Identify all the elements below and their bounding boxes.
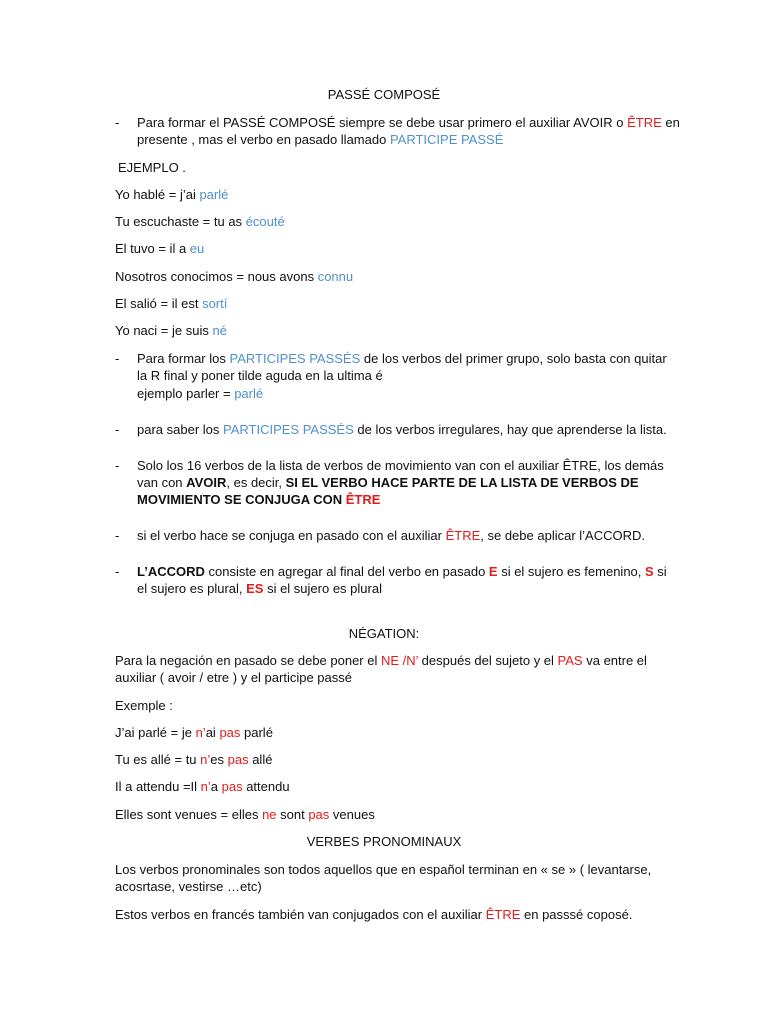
rule-text: consiste en agregar al final del verbo en pasado [204, 564, 489, 579]
accord-def-line-1 [137, 564, 667, 580]
first-group-line-2: la R final y poner tilde aguda en la ultima é [137, 368, 383, 383]
negation-example [115, 752, 272, 768]
rule-text: van con [137, 475, 187, 490]
negation-example [115, 779, 290, 795]
example-text: Yo hablé = j’ai [115, 187, 200, 202]
participle-highlight: né [212, 323, 227, 338]
rule-bold-text: MOVIMIENTO SE CONJUGA CON [137, 492, 346, 507]
example-text: venues [329, 807, 375, 822]
ne-highlight: n’ [200, 779, 211, 794]
example-line [115, 214, 285, 230]
pas-highlight: pas [227, 752, 249, 767]
example-line [115, 323, 227, 339]
ne-highlight: n’ [195, 725, 206, 740]
intro-text: presente , mas el verbo en pasado llamado [137, 132, 390, 147]
first-group-line-3 [137, 386, 263, 402]
exemple-label: Exemple : [115, 698, 173, 713]
rule-text: si el sujero es femenino, [497, 564, 645, 579]
etre-highlight: ÊTRE [485, 907, 521, 922]
example-text: El tuvo = il a [115, 241, 190, 256]
ending-e-highlight: E [488, 564, 498, 579]
pronominaux-line-2: acosrtase, vestirse …etc) [115, 879, 262, 894]
example-text: Nosotros conocimos = nous avons [115, 269, 318, 284]
accord-apply-rule [137, 528, 645, 544]
first-group-line-1 [137, 351, 667, 367]
rule-text: , es decir, [226, 475, 286, 490]
pas-highlight: PAS [557, 653, 583, 668]
negation-example [115, 725, 273, 741]
participle-highlight: écouté [245, 214, 285, 229]
rule-text: si el sujero es plural [263, 581, 382, 596]
participes-passes-highlight: PARTICIPES PASSÉS [229, 351, 361, 366]
etre-highlight: ÊTRE [445, 528, 481, 543]
pas-highlight: pas [221, 779, 243, 794]
intro-line-1 [137, 115, 680, 131]
bullet-marker: - [115, 422, 120, 437]
example-text: J’ai parlé = je [115, 725, 196, 740]
negation-text: va entre el [582, 653, 647, 668]
rule-text: el sujero es plural, [137, 581, 247, 596]
rule-text: de los verbos irregulares, hay que aprenderse la lista. [353, 422, 667, 437]
negation-intro-line-1 [115, 653, 647, 669]
example-line [115, 187, 228, 203]
pronominaux-text: Estos verbos en francés también van conjugados con el auxiliar [115, 907, 486, 922]
ending-es-highlight: ES [246, 581, 264, 596]
negation-title: NÉGATION: [348, 626, 420, 641]
intro-text: Para formar el PASSÉ COMPOSÉ siempre se debe usar primero el auxiliar AVOIR o [137, 115, 628, 130]
pronominaux-text: en passsé coposé. [520, 907, 633, 922]
example-text: attendu [242, 779, 290, 794]
example-text: allé [248, 752, 273, 767]
pronominaux-title: VERBES PRONOMINAUX [306, 834, 462, 849]
rule-text: para saber los [137, 422, 223, 437]
example-text: Tu es allé = tu [115, 752, 201, 767]
example-text: ai [205, 725, 220, 740]
rule-bold-text: SI EL VERBO HACE PARTE DE LA LISTA DE VERBOS DE [285, 475, 639, 490]
participle-highlight: connu [317, 269, 354, 284]
bullet-marker: - [115, 351, 120, 366]
example-text: parlé [240, 725, 273, 740]
pronominaux-line-3 [115, 907, 632, 923]
participe-passe-highlight: PARTICIPE PASSÉ [389, 132, 504, 147]
example-text: es [210, 752, 228, 767]
ne-highlight: NE /N’ [380, 653, 419, 668]
bullet-marker: - [115, 528, 120, 543]
example-line [115, 296, 227, 312]
movement-rule-line-3 [137, 492, 380, 508]
rule-text: , se debe aplicar l’ACCORD. [480, 528, 645, 543]
negation-example [115, 807, 375, 823]
irregular-rule [137, 422, 667, 438]
example-text: Il a attendu =Il [115, 779, 201, 794]
movement-rule-line-1: Solo los 16 verbos de la lista de verbos de movimiento van con el auxiliar ÊTRE, los demás [137, 458, 664, 473]
negation-text: Para la negación en pasado se debe poner el [115, 653, 381, 668]
accord-bold: L’ACCORD [137, 564, 205, 579]
participle-highlight: eu [189, 241, 205, 256]
avoir-bold: AVOIR [186, 475, 227, 490]
etre-highlight: ÊTRE [627, 115, 662, 130]
accord-def-line-2 [137, 581, 382, 597]
example-line [115, 269, 353, 285]
example-text: sont [276, 807, 309, 822]
ne-highlight: ne [262, 807, 277, 822]
pas-highlight: pas [308, 807, 330, 822]
example-text: Elles sont venues = elles [115, 807, 263, 822]
participle-highlight: parlé [199, 187, 229, 202]
participes-passes-highlight: PARTICIPES PASSÉS [223, 422, 354, 437]
example-text: Yo naci = je suis [115, 323, 213, 338]
negation-text: después del sujeto y el [418, 653, 558, 668]
example-text: Tu escuchaste = tu as [115, 214, 246, 229]
example-line [115, 241, 204, 257]
bullet-marker: - [115, 115, 120, 130]
rule-text: si [653, 564, 667, 579]
pronominaux-line-1: Los verbos pronominales son todos aquellos que en español terminan en « se » ( levantarse, [115, 862, 652, 877]
example-text: a [210, 779, 222, 794]
ending-s-highlight: S [645, 564, 654, 579]
participle-highlight: parlé [234, 386, 264, 401]
ne-highlight: n’ [200, 752, 211, 767]
example-heading: EJEMPLO . [118, 160, 186, 175]
participle-highlight: sortí [202, 296, 228, 311]
movement-rule-line-2 [137, 475, 639, 491]
example-text: El salió = il est [115, 296, 203, 311]
intro-text: en [661, 115, 680, 130]
rule-text: ejemplo parler = [137, 386, 235, 401]
page-title: PASSÉ COMPOSÉ [327, 87, 441, 102]
negation-intro-line-2: auxiliar ( avoir / etre ) y el participe passé [115, 670, 352, 685]
intro-line-2 [137, 132, 503, 148]
bullet-marker: - [115, 458, 120, 473]
pas-highlight: pas [219, 725, 241, 740]
rule-text: de los verbos del primer grupo, solo basta con quitar [360, 351, 667, 366]
etre-highlight: ÊTRE [345, 492, 381, 507]
bullet-marker: - [115, 564, 120, 579]
rule-text: Para formar los [137, 351, 230, 366]
rule-text: si el verbo hace se conjuga en pasado con el auxiliar [137, 528, 446, 543]
